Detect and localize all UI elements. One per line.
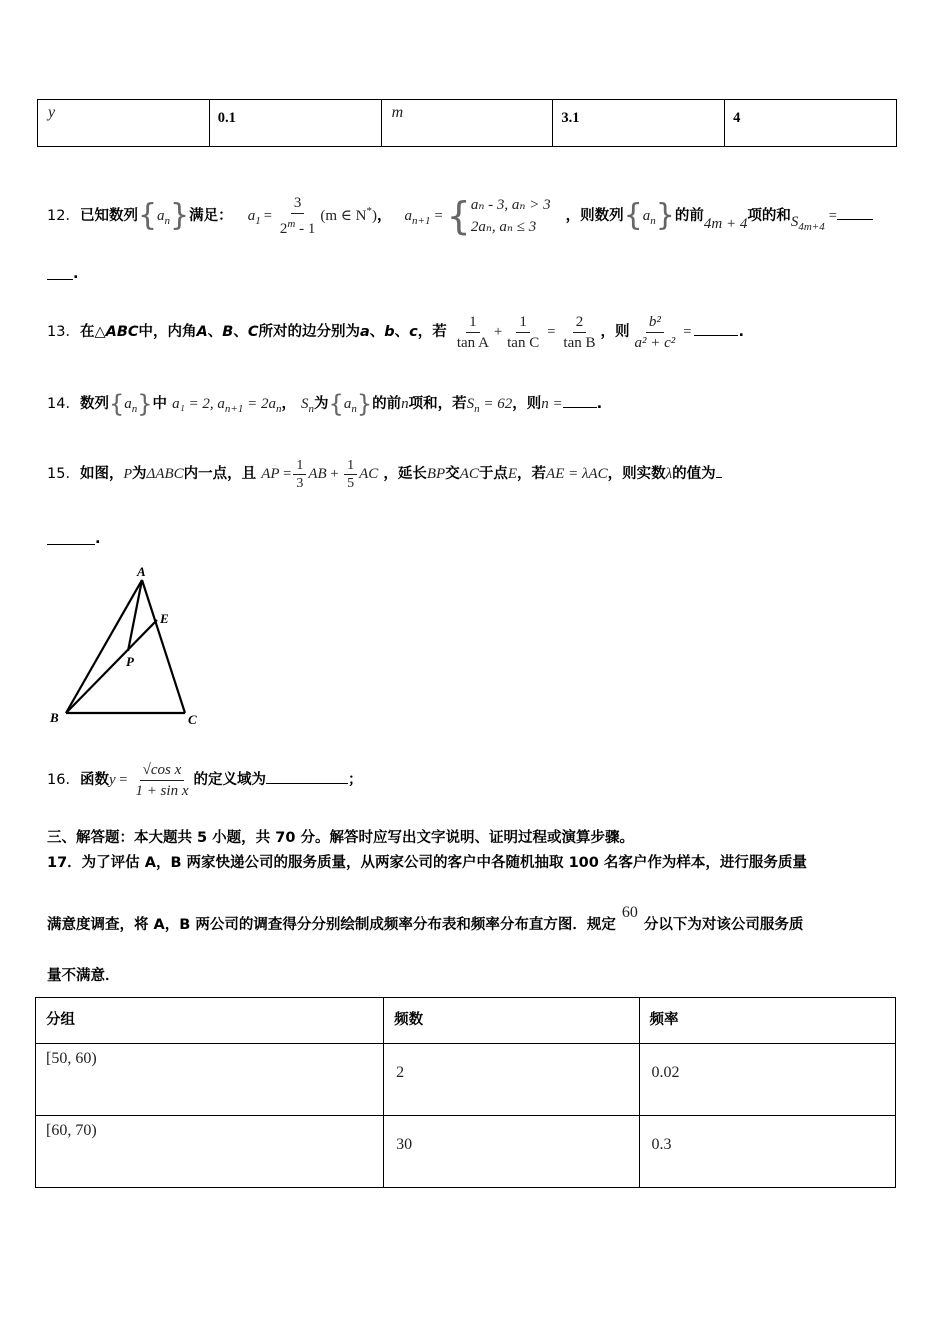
- top-table: [37, 99, 897, 147]
- label-a: A: [137, 564, 146, 579]
- question-14: 14．数列$\{a_n\}$中 a₁ = 2, $a_{n+1} = 2a_n$， $S_n$为$\{a_n\}$的前n项和，若$S_n = 62$，则n = .: [47, 390, 603, 418]
- table-header: 频数: [384, 998, 639, 1044]
- top-table-cell: m: [381, 100, 553, 147]
- top-table-cell: 4: [725, 100, 897, 147]
- question-12: 12．已知数列$\{a_n\}$满足： $a_1$ = $\frac{3}{2^m - 1}$ (m ∈ N*)， $a_{n+1}$ = { aₙ - 3, aₙ > 3 2aₙ, aₙ ≤ 3 ，则数列$\{a_n\}$的前4m + 4项的和$S_{4m+4}=$: [47, 186, 873, 236]
- question-16: 16．函数y = $\frac{\text{√cos x}}{\text{1 + sin x}}$ 的定义域为 ；: [47, 761, 363, 799]
- top-table-cell: 0.1: [209, 100, 381, 147]
- answer-blank[interactable]: [563, 393, 597, 408]
- question-17-line-3: 量不满意．: [47, 968, 120, 984]
- question-15: 15．如图，P为ΔABC内一点，且 AP = $\frac{1}{3}$ AB + $\frac{1}{5}$ AC ，延长BP交AC于点E，若AE = λAC，则实数λ的值为: [47, 446, 722, 502]
- top-table-cell: y: [38, 100, 210, 147]
- table-header: 分组: [36, 998, 384, 1044]
- section-3-title: 三、解答题：本大题共 5 小题，共 70 分。解答时应写出文字说明、证明过程或演算步骤。: [47, 830, 634, 846]
- answer-blank[interactable]: [837, 205, 873, 220]
- table-row: [36, 1044, 896, 1116]
- answer-blank-continued[interactable]: [47, 279, 73, 280]
- side-ac: [142, 580, 185, 713]
- table-header: 频率: [639, 998, 895, 1044]
- question-17-line-1: 17．为了评估 A，B 两家快递公司的服务质量，从两家公司的客户中各随机抽取 100 名客户作为样本，进行服务质量: [47, 855, 807, 871]
- answer-blank[interactable]: [266, 769, 348, 784]
- label-c: C: [188, 712, 197, 727]
- table-cell: 2: [384, 1044, 639, 1116]
- label-e: E: [160, 611, 169, 626]
- q15-end-period: .: [95, 531, 101, 547]
- triangle-figure: [40, 560, 210, 730]
- table-cell: 0.3: [639, 1116, 895, 1188]
- answer-blank[interactable]: [694, 321, 738, 336]
- question-17-line-2: 满意度调查，将 A，B 两公司的调查得分分别绘制成频率分布表和频率分布直方图．规定60分以下为对该公司服务质: [47, 904, 804, 933]
- table-cell: 30: [384, 1116, 639, 1188]
- answer-blank-continued[interactable]: [47, 544, 95, 545]
- answer-blank[interactable]: [716, 463, 722, 478]
- label-p: P: [126, 654, 134, 669]
- table-cell: [60, 70): [36, 1116, 384, 1188]
- frequency-table: [35, 997, 896, 1188]
- q12-end-period: .: [73, 266, 79, 282]
- question-13: 13．在△ABC中，内角A、B、C所对的边分别为a、b、c，若 $\frac{1}{\text{tan A}}$ + $\frac{1}{\text{tan C}}$ = $\frac{2}{\text{tan B}}$ ，则 $\frac{\text{b²}}{\text{a² + c²}}$ = .: [47, 313, 744, 351]
- table-cell: [50, 60): [36, 1044, 384, 1116]
- table-row: [36, 1116, 896, 1188]
- label-b: B: [50, 710, 59, 725]
- top-table-cell: 3.1: [553, 100, 725, 147]
- table-cell: 0.02: [639, 1044, 895, 1116]
